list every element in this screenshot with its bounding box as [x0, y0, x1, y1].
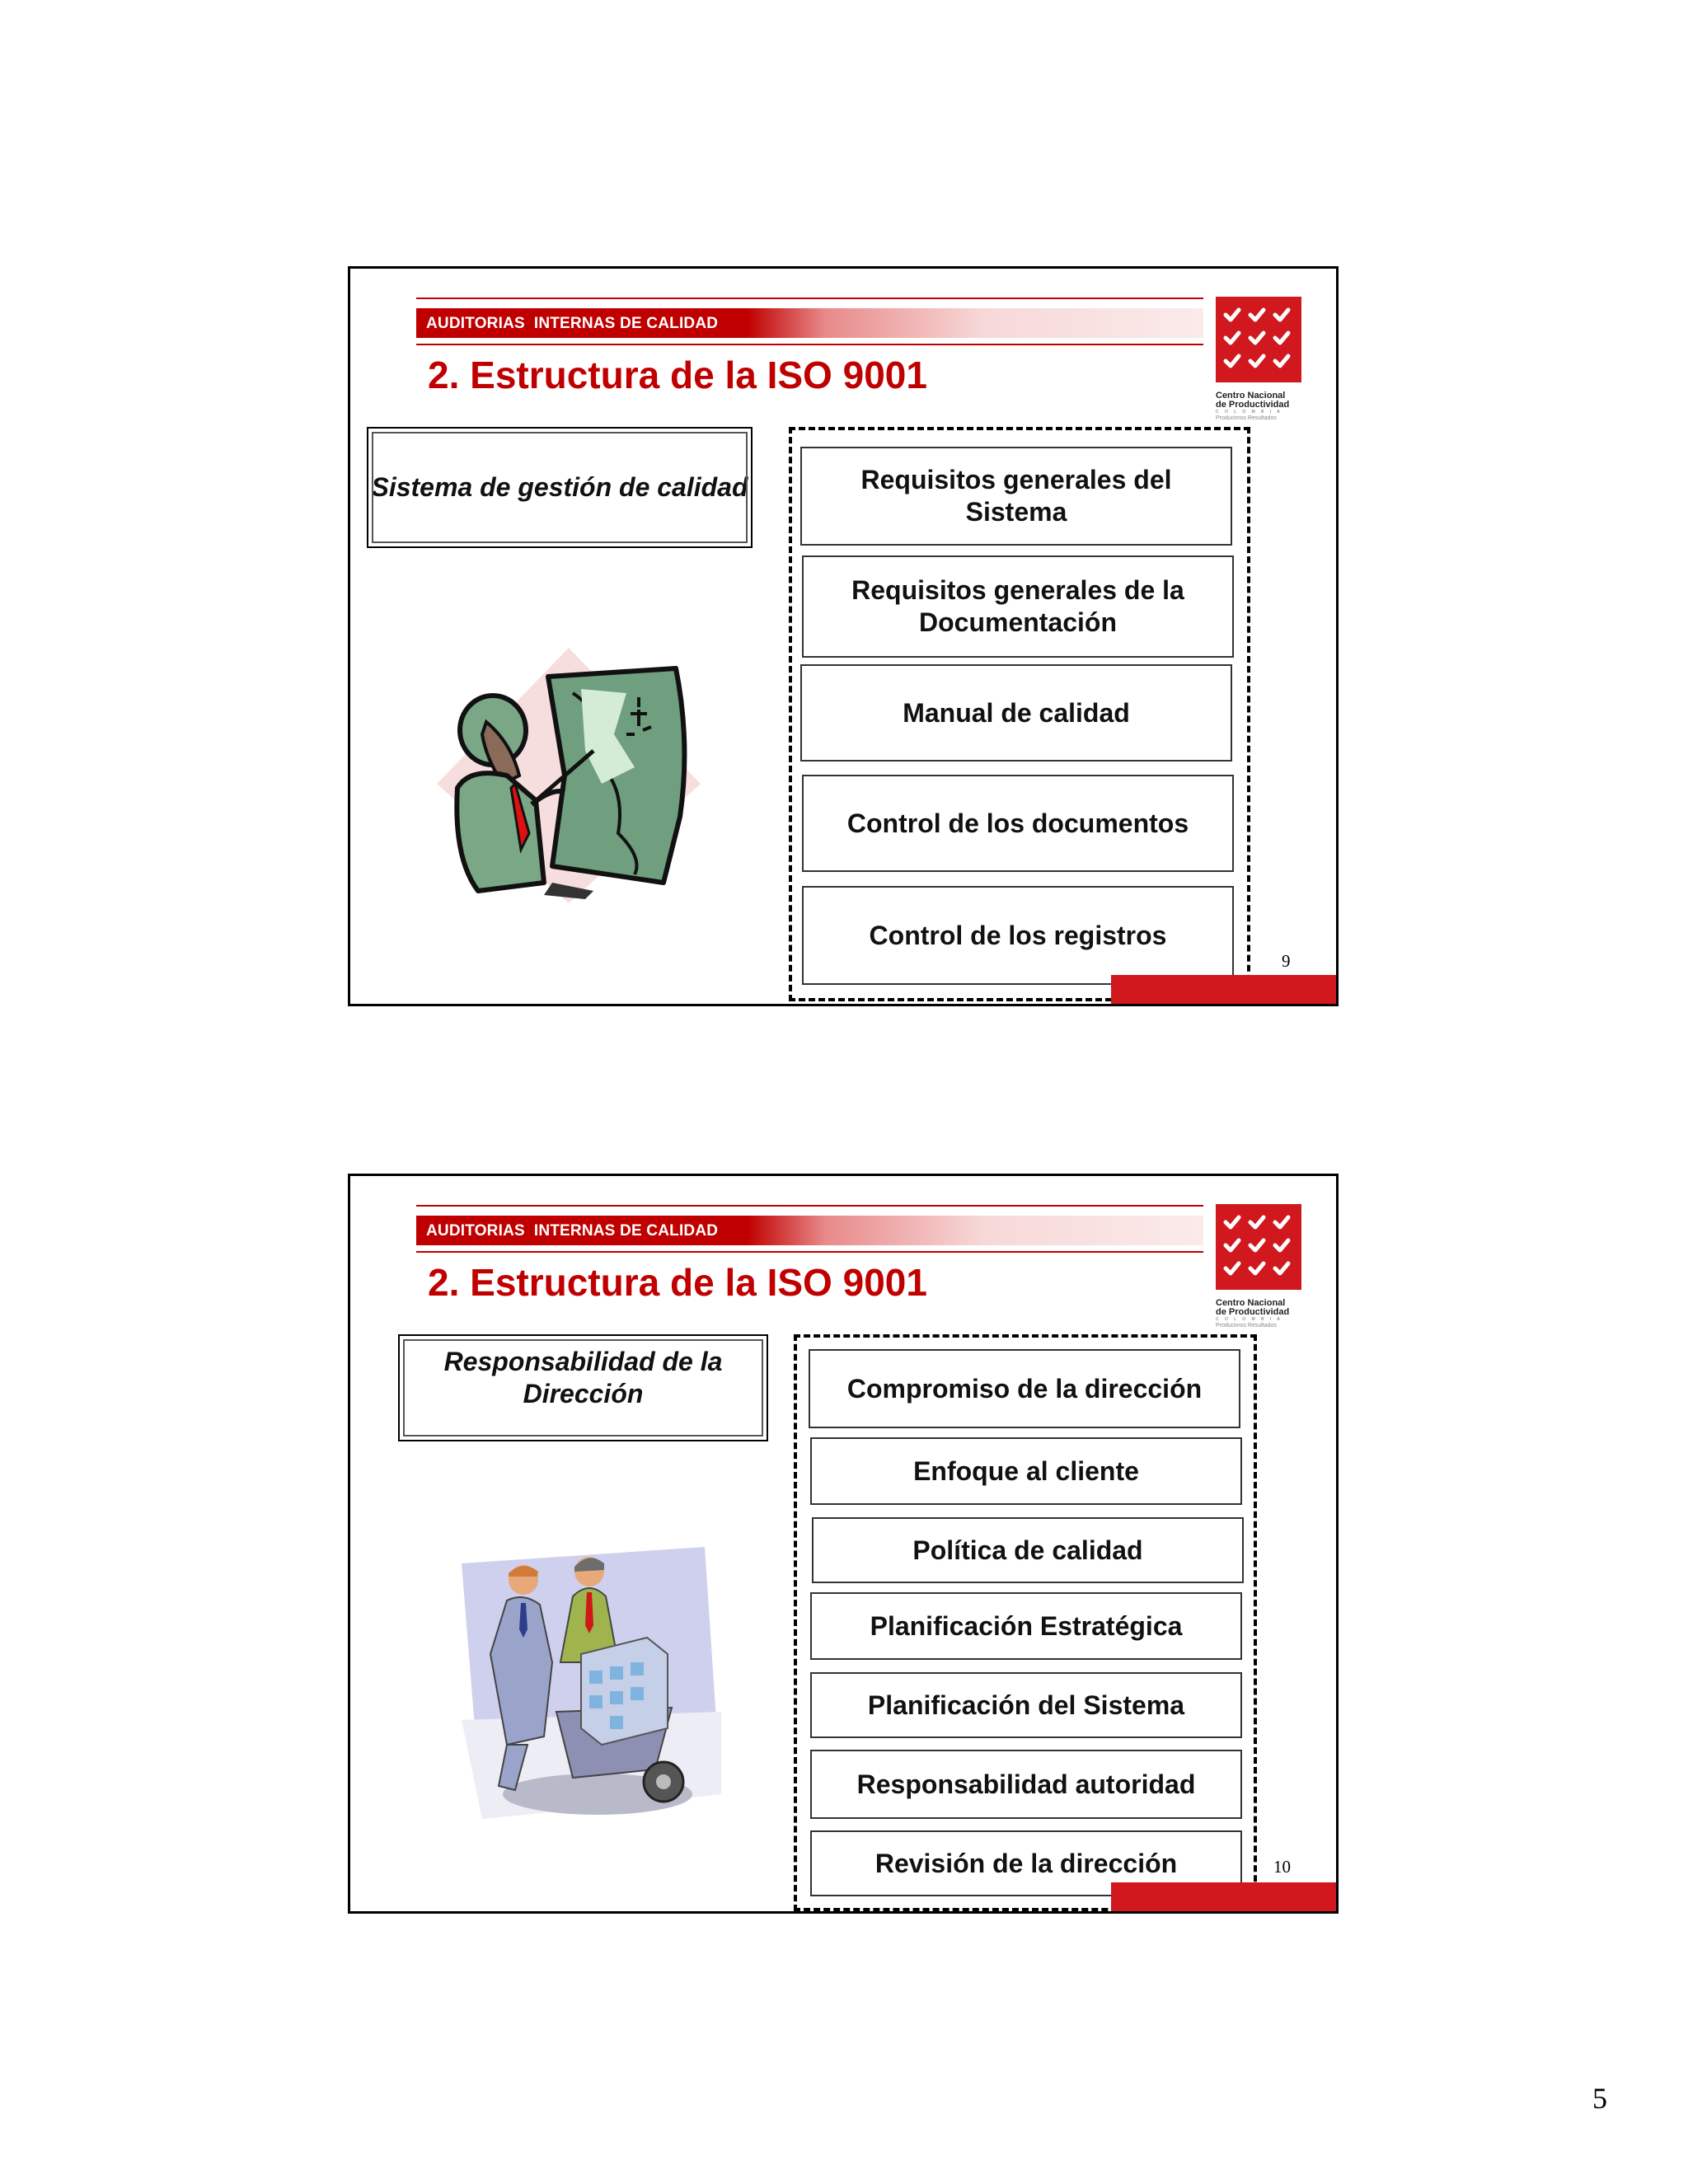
- header-rule-top: [416, 1205, 1203, 1207]
- pdf-page-number: 5: [1592, 2082, 1607, 2115]
- responsibility-box: Responsabilidad autoridad: [810, 1750, 1242, 1819]
- logo: [1216, 1204, 1306, 1329]
- slide-number: 10: [1273, 1857, 1291, 1877]
- businessmen-wheelbarrow-clipart-icon: [457, 1547, 729, 1831]
- requirement-box: Control de los registros: [802, 886, 1234, 985]
- footer-red-bar: [1111, 975, 1336, 1004]
- logo-line-1: Centro Nacional: [1216, 391, 1286, 401]
- requirement-box: Requisitos generales del Sistema: [800, 447, 1232, 546]
- slide-9: [348, 266, 1339, 1006]
- requirement-box: Control de los documentos: [802, 775, 1234, 872]
- slide-number: 9: [1282, 951, 1291, 971]
- responsibility-box: Política de calidad: [812, 1517, 1244, 1583]
- responsibility-box: Enfoque al cliente: [810, 1437, 1242, 1505]
- slide-title: 2. Estructura de la ISO 9001: [428, 354, 927, 396]
- requirement-box: Manual de calidad: [800, 664, 1232, 762]
- logo-line-4: Producimos Resultados: [1216, 1323, 1277, 1329]
- header-rule-top: [416, 298, 1203, 299]
- logo-line-1: Centro Nacional: [1216, 1298, 1286, 1308]
- logo: [1216, 297, 1306, 422]
- header-band-text: AUDITORIAS INTERNAS DE CALIDAD: [426, 1222, 719, 1240]
- checkmarks-logo-icon: [1216, 297, 1301, 382]
- checkmarks-logo-icon: [1216, 1204, 1301, 1290]
- logo-line-3: C O L O M B I A: [1216, 410, 1282, 415]
- header-band: [416, 1216, 1203, 1245]
- logo-line-4: Producimos Resultados: [1216, 415, 1277, 421]
- logo-line-2: de Productividad: [1216, 400, 1290, 410]
- responsibility-box: Planificación del Sistema: [810, 1672, 1242, 1738]
- soldier-map-clipart-icon: [429, 644, 709, 903]
- header-rule-bottom: [416, 1251, 1203, 1253]
- footer-red-bar: [1111, 1882, 1336, 1911]
- slide-title: 2. Estructura de la ISO 9001: [428, 1261, 927, 1304]
- category-label: Sistema de gestión de calidad: [367, 427, 753, 548]
- responsibility-box: Planificación Estratégica: [810, 1592, 1242, 1660]
- logo-line-3: C O L O M B I A: [1216, 1317, 1282, 1322]
- slide-10: [348, 1174, 1339, 1914]
- header-band: [416, 308, 1203, 338]
- header-rule-bottom: [416, 344, 1203, 345]
- requirement-box: Requisitos generales de la Documentación: [802, 555, 1234, 658]
- responsibility-box: Revisión de la dirección: [810, 1830, 1242, 1896]
- logo-line-2: de Productividad: [1216, 1307, 1290, 1317]
- category-label: Responsabilidad de la Dirección: [398, 1334, 768, 1441]
- header-band-text: AUDITORIAS INTERNAS DE CALIDAD: [426, 315, 719, 332]
- responsibility-box: Compromiso de la dirección: [809, 1349, 1240, 1428]
